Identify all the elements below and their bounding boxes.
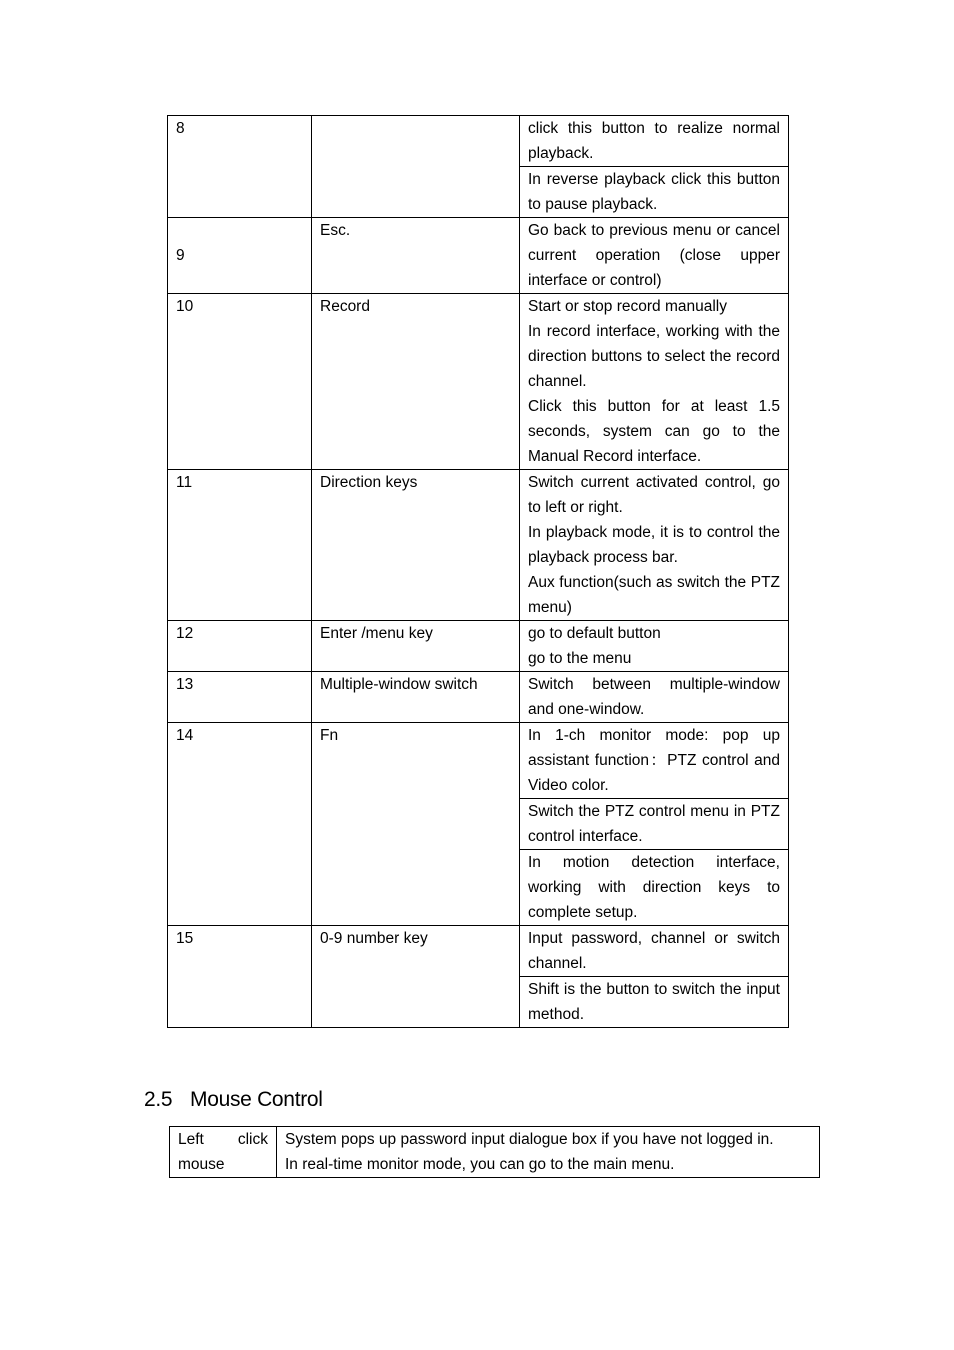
key-number-cell: 10 [168, 294, 312, 470]
description-line: Go back to previous menu or cancel current operation (close upper interface or control) [528, 222, 780, 289]
key-name-cell: Record [312, 294, 520, 470]
key-description-cell [520, 294, 789, 470]
description-line: go to default button [528, 625, 661, 642]
key-name-cell [312, 116, 520, 218]
front-panel-keys-table [167, 115, 789, 1028]
section-number: 2.5 [144, 1088, 173, 1111]
key-number-cell: 9 [168, 218, 312, 294]
key-number-cell: 12 [168, 621, 312, 672]
mouse-action-cell: Left click mouse [170, 1127, 277, 1178]
key-description-cell [520, 977, 789, 1028]
key-number-cell: 11 [168, 470, 312, 621]
table-row [170, 1127, 820, 1178]
key-description-cell [520, 116, 789, 167]
description-line: go to the menu [528, 650, 632, 667]
mouse-table-body [170, 1127, 820, 1178]
table-row [168, 723, 789, 799]
key-name-cell: Multiple-window switch [312, 672, 520, 723]
table-row [168, 116, 789, 167]
description-line: Switch the PTZ control menu in PTZ control interface. [528, 803, 780, 845]
description-line: Switch current activated control, go to left or right. [528, 474, 780, 516]
description-line: In motion detection interface, working with direction keys to complete setup. [528, 854, 780, 921]
key-description-cell [520, 218, 789, 294]
table-row [168, 294, 789, 470]
mouse-description-cell [277, 1127, 820, 1178]
description-line: In reverse playback click this button to pause playback. [528, 171, 780, 213]
mouse-control-table [169, 1126, 820, 1178]
key-name-cell: Fn [312, 723, 520, 926]
key-number-cell: 15 [168, 926, 312, 1028]
description-line: In record interface, working with the direction buttons to select the record channel. [528, 323, 780, 390]
table-row [168, 470, 789, 621]
key-description-cell [520, 672, 789, 723]
table-row [168, 926, 789, 977]
table-row [168, 672, 789, 723]
section-title: Mouse Control [190, 1088, 323, 1111]
description-line: System pops up password input dialogue box if you have not logged in. [285, 1131, 774, 1148]
key-number-cell: 13 [168, 672, 312, 723]
description-line: Start or stop record manually [528, 298, 728, 315]
key-number-cell: 14 [168, 723, 312, 926]
key-name-cell: Direction keys [312, 470, 520, 621]
description-line: Switch between multiple-window and one-window. [528, 676, 780, 718]
section-heading [144, 1088, 323, 1112]
keys-table-body [168, 116, 789, 1028]
description-line: Click this button for at least 1.5 seconds, system can go to the Manual Record interface. [528, 398, 780, 465]
key-name-cell: 0-9 number key [312, 926, 520, 1028]
key-description-cell [520, 470, 789, 621]
key-description-cell [520, 926, 789, 977]
description-line: click this button to realize normal playback. [528, 120, 780, 162]
key-name-cell: Esc. [312, 218, 520, 294]
description-line: In real-time monitor mode, you can go to the main menu. [285, 1156, 675, 1173]
key-description-cell [520, 167, 789, 218]
key-number-cell: 8 [168, 116, 312, 218]
table-row [168, 621, 789, 672]
description-line: Aux function(such as switch the PTZ menu) [528, 574, 780, 616]
description-line: Shift is the button to switch the input method. [528, 981, 780, 1023]
description-line: In 1-ch monitor mode: pop up assistant function：PTZ control and Video color. [528, 727, 780, 794]
key-description-cell [520, 799, 789, 850]
table-row [168, 218, 789, 294]
key-name-cell: Enter /menu key [312, 621, 520, 672]
description-line: Input password, channel or switch channel. [528, 930, 780, 972]
key-description-cell [520, 621, 789, 672]
key-description-cell [520, 723, 789, 799]
key-description-cell [520, 850, 789, 926]
description-line: In playback mode, it is to control the playback process bar. [528, 524, 780, 566]
